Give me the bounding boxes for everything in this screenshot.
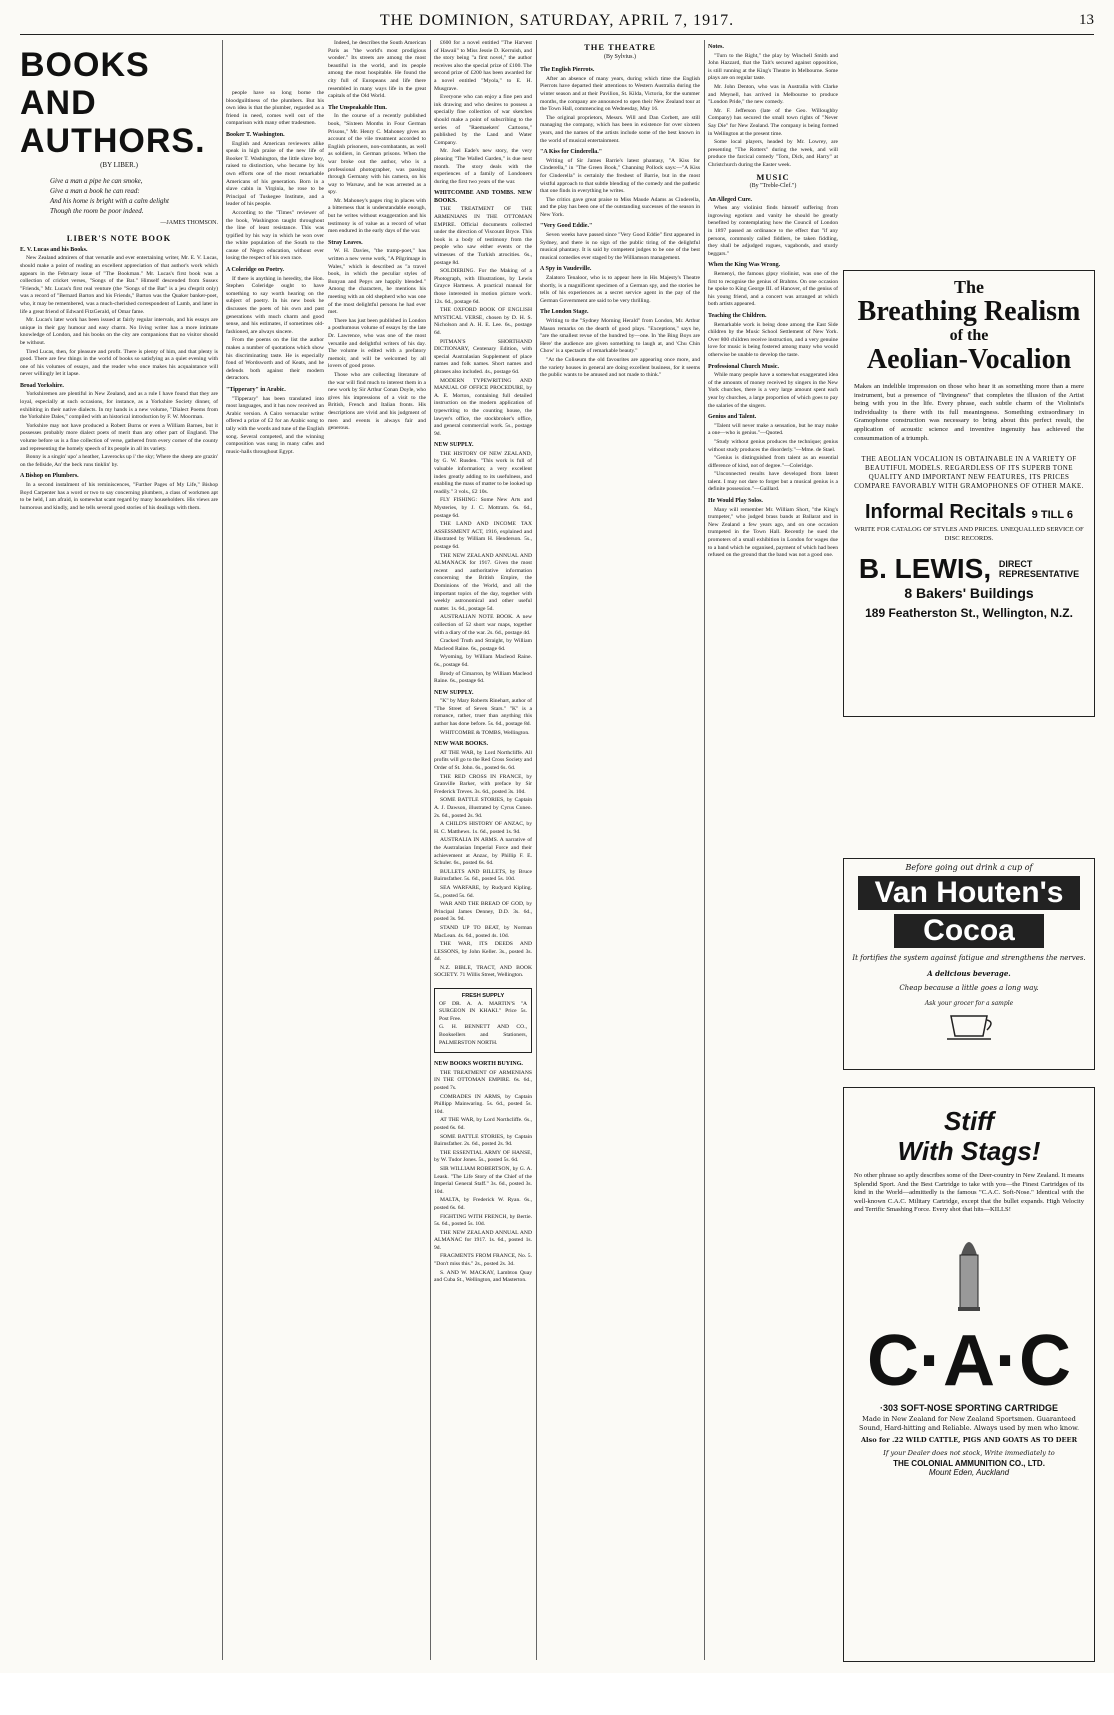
article-paragraph: In the course of a recently published book, "Sixteen Months in Four German Prisons," Mr. Henry C. Mahoney gives an account of the vile treatment accorded to English prisoners, non-combatants, as well as soldiers, in German prisons. When the war broke out the author, who is a professional photographer, was passing through Germany with his camera, on his way to Warsaw, and he was arrested as a spy. <box>328 113 426 196</box>
article-paragraph: A CHILD'S HISTORY OF ANZAC, by H. C. Matthews. 1s. 6d., posted 1s. 9d. <box>434 821 532 835</box>
article-paragraph: AUSTRALIAN NOTE BOOK. A new collection of 52 short war maps, together with a diary of the war. 2s. 6d., postage 4d. <box>434 614 532 636</box>
lewis-sub <box>999 559 1079 579</box>
article-paragraph: There has just been published in London a posthumous volume of essays by the late Dr. Lawrence, who was one of the most versatile and delightful writers of his day. The volume is edited with a prefatory memoir, and will be welcomed by all lovers of good prose. <box>328 317 426 370</box>
article-paragraph: MALTA, by Frederick W. Ryan. 6s., posted 6s. 6d. <box>434 1197 532 1211</box>
article-heading: The Unspeakable Hun. <box>328 104 387 111</box>
theatre-title: THE THEATRE <box>584 42 656 52</box>
article-paragraph: In a second instalment of his reminiscences, "Further Pages of My Life," Bishop Boyd Carpenter has a word or two to say concerning plumbers, a class of workmen apt to be held, I am afraid, in somewhat scant regard by many householders. His views are humorous and kindly, and he tells several good stories of his dealings with them. <box>20 482 218 511</box>
cac-foot-1: Made in New Zealand for New Zealand Sportsmen. Guaranteed Sound, Hard-hitting and Reliable. Always used by men who know. <box>858 1414 1080 1432</box>
article-paragraph: SOLDIERING. For the Making of a Photograph, with Illustrations, by Lewis Grayce Hartness. A practical manual for those interested in motion picture work. 12s. 6d., postage 6d. <box>434 268 532 305</box>
article-paragraph: "Study without genius produces the technique; genius without study produces the disorderly."—Mme. de Stael. <box>708 438 838 453</box>
article-paragraph: THE TREATMENT OF THE ARMENIANS IN THE OTTOMAN EMPIRE. Official documents collected under the direction of Viscount Bryce. This book is a body of testimony from the people who saw either events or the witnesses of the Turkish atrocities. 6s., postage 8d. <box>434 206 532 266</box>
article-heading: NEW SUPPLY. <box>434 442 474 449</box>
article-paragraph: Some local players, headed by Mr. Lowrey, are presenting "The Rotters" during the week, and will produce the farcical comedy "Tom, Dick, and Harry" at Christchurch during the Easter week. <box>708 139 838 168</box>
vocalion-head-the: The <box>953 277 984 297</box>
cartridge-icon <box>949 1225 989 1315</box>
vh-tag-1: It fortifies the system against fatigue and strengthens the nerves. <box>852 954 1086 962</box>
article-paragraph: THE LAND AND INCOME TAX ASSESSMENT ACT, 1916, explained and illustrated by William H. Henderson. 5s., postage 6d. <box>434 521 532 550</box>
article-paragraph: "Talent will never make a sensation, but he may make a one—who is genius."—Quoted. <box>708 422 838 437</box>
article-paragraph: Wyoming, by William Macleod Raine. 6s., postage 6d. <box>434 654 532 668</box>
cac-cartridge-ad <box>843 1087 1095 1662</box>
article-paragraph: Mr. Mahoney's pages ring in places with a bitterness that is understandable enough, but he writes without exaggeration and his testimony is of value as a record of what men endured in the early days of the war. <box>328 197 426 235</box>
article-paragraph: THE TREATMENT OF ARMENIANS IN THE OTTOMAN EMPIRE. 6s. 6d., posted 7s. <box>434 1069 532 1091</box>
article-paragraph: Tired Lucas, then, for pleasure and profit. There is plenty of him, and that plenty is good. There are few things in the world of books so satisfying as a quiet evening with one of his volumes of essays, and the reader who once makes his acquaintance will never willingly let it lapse. <box>20 348 218 378</box>
bennett-ad-title: FRESH SUPPLY <box>461 993 505 1000</box>
article-paragraph: Writing to the "Sydney Morning Herald" from London, Mr. Arthur Mason remarks on the dearth of good plays. "Exceptions," says he, "are the smallest revue of the hundred by—one. In 'the Bing Boys are Here' the audience are given something to laugh at, and 'Chu Chin Chow' is a spectacle of remarkable beauty." <box>540 318 700 355</box>
cac-stiff: Stiff <box>943 1106 995 1136</box>
article-paragraph: Writing of Sir James Barrie's latest phantasy, "A Kiss for Cinderella," in "The Green Book," Channing Pollock says:—"A Kiss for Cinderella" is certainly the freshest of Barrie, but in the most wistful approach to that subtle blending of the comedy and the pathetic that one finds in everything he writes. <box>540 157 700 195</box>
lewis-address-1: 8 Bakers' Buildings <box>904 585 1034 602</box>
music-body <box>708 197 838 560</box>
col3c-body <box>439 1001 527 1048</box>
vh-cocoa: Cocoa <box>894 914 1044 948</box>
article-heading: NEW BOOKS WORTH BUYING. <box>434 1061 523 1068</box>
article-paragraph: The original proprietors, Messrs. Will and Dan Corbett, are still managing the company, which has been in existence for over sixteen years, and the names of the artists include some of the best known in the world of musical entertainment. <box>540 114 700 144</box>
article-paragraph: AT THE WAR, by Lord Northcliffe. All profits will go to the Red Cross Society and Order of St. John. 6s., posted 6s. 6d. <box>434 749 532 772</box>
lewis-name <box>844 551 1094 583</box>
article-paragraph: STAND UP TO BEAT, by Norman MacLean. 4s. 6d., posted 4s. 10d. <box>434 924 532 939</box>
recital-label: Informal Recitals <box>864 501 1027 524</box>
article-paragraph: THE OXFORD BOOK OF ENGLISH MYSTICAL VERSE, chosen by D. H. S. Nicholson and A. H. E. Lee. 6s., postage 6d. <box>434 307 532 336</box>
article-paragraph: FRAGMENTS FROM FRANCE, No. 5. "Don't miss this." 2s., posted 2s. 3d. <box>434 1253 532 1268</box>
article-paragraph: Mr. John Denton, who was in Australia with Clarke and Meynell, has arrived in Melbourne to produce "London Pride," the new comedy. <box>708 83 838 106</box>
article-paragraph: BULLETS AND BILLETS, by Bruce Bairnsfather. 5s. 6d., posted 5s. 10d. <box>434 868 532 883</box>
cac-company: THE COLONIAL AMMUNITION CO., LTD. <box>893 1459 1045 1469</box>
books-column-2b <box>328 40 426 1665</box>
article-paragraph: After an absence of many years, during which time the English Pierrots have departed their attentions to Western Australia during the winter season and at their Pavilion, St. Kilda, Victoria, for the summer months, the company are announced to open their New Zealand tour at the Town Hall, commencing on Wednesday, May 16. <box>540 75 700 113</box>
article-paragraph: "At the Coliseum the old favourites are appearing once more, and the variety houses in general are doing excellent business, for it seems the public wants to be amused and not made to think." <box>540 356 700 379</box>
article-paragraph: From the poems on the list the author makes a number of quotations which show his discriminating taste. He is especially fond of Wordsworth and of Keats, and he defends both against their modern detractors. <box>226 337 324 382</box>
article-paragraph: English and American reviewers alike speak in high praise of the new life of Booker T. Washington, the little slave boy, raised to distinction, who became by his own efforts one of the most remarkable Americans of his generation. Born in a slave cabin in Virginia, he rose to be Principal of Tuskegee Institute, and a leader of his people. <box>226 140 324 208</box>
article-paragraph: While many people have a somewhat exaggerated idea of the amounts of money received by singers in the New York churches, there is a very large amount spent each year by churches, a large proportion of which goes to pay the salaries of the singers. <box>708 372 838 409</box>
article-paragraph: According to the "Times" reviewer of the book, Washington taught throughout the line of least resistance. This was typified by his way in which he won over the white population of the South to the cause of Negro education, without ever losing the respect of his own race. <box>226 209 324 262</box>
masthead <box>20 12 1094 35</box>
notes-body <box>708 53 838 170</box>
article-paragraph: "Turn to the Right," the play by Winchell Smith and John Hazzard, that the Tait's secured against opposition, is still running at the King's Theatre in Melbourne. Some plays are on regular taste. <box>708 52 838 82</box>
vh-tag-4: Ask your grocer for a sample <box>924 1000 1014 1007</box>
article-paragraph: THE ESSENTIAL ARMY OF HANSE, by W. Tudor Jones. 5s., posted 5s. 6d. <box>434 1149 532 1164</box>
col3-body <box>434 40 532 737</box>
lewis-sub1: DIRECT <box>998 558 1033 569</box>
article-paragraph: FIGHTING WITH FRENCH, by Bertie. 5s. 6d., posted 5s. 10d. <box>434 1213 532 1228</box>
article-paragraph: Mr. Joel Eade's new story, the very pleasing "The Walled Garden," is due next month. The story deals with the experiences of a family of Londoners during the first two years of the war. <box>434 148 532 185</box>
col1-body <box>20 247 218 513</box>
article-heading: A Spy in Vaudeville. <box>540 266 592 273</box>
article-paragraph: Yorkshiremen are plentiful in New Zealand, and as a rule I have found that they are loyal, especially at such occasions, for instance, as a Yorkshire Society dinner, of exhibiting in their native dialects. In my hands is a new volume, "Dialect Poems from the Yorkshire Dales," compiled with an historical introduction by F. W. Moorman. <box>20 391 218 421</box>
article-heading: Booker T. Washington. <box>226 131 285 138</box>
col2-body <box>226 90 324 456</box>
article-heading: Teaching the Children. <box>708 313 767 319</box>
notebook-title: LIBER'S NOTE BOOK <box>66 233 172 244</box>
column-rule <box>430 40 431 1660</box>
article-paragraph: PITMAN'S SHORTHAND DICTIONARY, Centenary Edition, with special Australasian Supplement of place names and folk names. Short names and phrases also included. 4s., postage 6d. <box>434 338 532 375</box>
article-paragraph: Cracked Truth and Straight, by William Macleod Raine. 6s., postage 6d. <box>434 638 532 652</box>
vocalion-caps: THE AEOLIAN VOCALION IS OBTAINABLE IN A VARIETY OF BEAUTIFUL MODELS. REGARDLESS OF ITS SUPERB TONE QUALITY AND IMPORTANT NEW FEATURES, ITS PRICES COMPARE FAVORABLY WITH GRAMOPHONES OF OTHER MAKE. <box>854 455 1084 491</box>
cac-address: Mount Eden, Auckland <box>928 1468 1010 1478</box>
article-paragraph: New Zealand admirers of that versatile and ever entertaining writer, Mr. E. V. Lucas, should make a point of reading an excellent appreciation of that author's work which appears in the February issue of "The Bookman." Mr. Lucas's first book was a collection of cricket verses, "Songs of the Bat." Himself descended from Sussex "Friends," Mr. Lucas's first real venture (the "Songs of the Bat" is a jeu d'esprit only) was a record of "Bernard Barton and his Friends," Barton was the Quaker banker-poet, who, it may be remembered, was a much-cherished correspondent of Lamb, and later in life a great friend of Edward FitzGerald, of Omar fame. <box>20 255 218 315</box>
recital-hours: 9 TILL 6 <box>1031 509 1074 522</box>
article-heading: Stray Leaves. <box>328 239 363 246</box>
vocalion-headline: Breathing Realism <box>857 296 1081 327</box>
vocalion-catalog: WRITE FOR CATALOG OF STYLES AND PRICES. UNEQUALLED SERVICE OF DISC RECORDS. <box>854 526 1084 542</box>
article-paragraph: THE NEW ZEALAND ANNUAL AND ALMANAC for 1917. 1s. 6d., posted 1s. 9d. <box>434 1229 532 1251</box>
poem-line: Though the room be poor indeed. <box>50 206 144 215</box>
vocalion-recitals <box>844 501 1094 524</box>
cac-body: No other phrase so aptly describes some of the Deer-country in New Zealand. It means Splendid Sport. And the Best Cartridge to take with you—the Finest Cartridges of its kind in the World—admittedly is the famous "C.A.C. Soft-Nose." Identical with the well-known C.A.C. Military Cartridge, except that the bullet expands. High Velocity and Terrific Smashing Force. Every shot that hits—KILLS! <box>854 1172 1084 1214</box>
vh-tag-3: Cheap because a little goes a long way. <box>899 984 1039 992</box>
article-paragraph: W. H. Davies, "the tramp-poet," has written a new verse work, "A Pilgrimage in Wales," which is described as "a travel book, in which the peculiar styles of Bunyan and Pepys are happily blended." Among the characters, he mentions his meeting with an old shepherd who was one of the most delightful persons he had ever met. <box>328 248 426 316</box>
article-paragraph: THE NEW ZEALAND ANNUAL AND ALMANACK for 1917. Given the most recent and authoritative information concerning the British Empire, the Dominions of the World, and all the important topics of the day, together with weekly astronomical and other useful matter. 1s. 6d., postage 5d. <box>434 552 532 612</box>
books-column-1 <box>20 40 218 1665</box>
article-paragraph: SIR WILLIAM ROBERTSON, by G. A. Leask. "The Life Story of the Chief of the Imperial General Staff." 3s. 6d., posted 3s. 10d. <box>434 1165 532 1195</box>
article-heading: When the King Was Wrong. <box>708 262 781 269</box>
col2b-body <box>328 40 426 433</box>
article-paragraph: £600 for a novel entitled "The Harvest of Hawaii" to Miss Jessie D. Kerruish, and the story being "a first novel," the author receives also the special prize of £100. The second prize of £200 has been awarded for a novel entitled "Myola," to E. H. Musgrave. <box>434 40 532 92</box>
article-paragraph: S. AND W. MACKAY, Lambton Quay and Cuba St., Wellington, and Masterton. <box>434 1269 532 1284</box>
article-paragraph: WHITCOMBE & TOMBS, Wellington. <box>440 729 530 736</box>
article-paragraph: Zalatoro Tenaloor, who is to appear here in His Majesty's Theatre shortly, is a magnificent specimen of a German spy, and the stories he tells of his experiences as a secret service agent in the pay of the German Government are said to be very thrilling. <box>540 275 700 304</box>
article-paragraph: Mr. Lucas's later work has been issued at fairly regular intervals, and his essays are unique in their gay humour and easy charm. No living writer has a more intimate knowledge of London, and his books on the city are companions that no visitor should be without. <box>20 317 218 346</box>
article-paragraph: Those who are collecting literature of the war will find much to interest them in a new work by Sir Arthur Conan Doyle, who gives his impressions of a visit to the British, French and Italian fronts. His descriptions are vivid and his judgment of men and events is always fair and generous. <box>328 371 426 432</box>
vocalion-brand: Aeolian-Vocalion <box>866 344 1072 375</box>
article-paragraph: AT THE WAR, by Lord Northcliffe. 6s., posted 6s. 6d. <box>434 1117 532 1131</box>
article-paragraph: people have so long borne the bloodguiltiness of the plumbers. But his own idea is that the plumber, regarded as a friend in need, comes well out of the comparison with many other tradesmen. <box>226 90 324 127</box>
article-paragraph: G. H. BENNETT AND CO., Booksellers and Stationers, PALMERSTON NORTH. <box>439 1024 527 1046</box>
cac-with-stags: With Stags! <box>897 1136 1041 1166</box>
poem-line: Give a man a book he can read: <box>50 186 140 195</box>
article-heading: E. V. Lucas and his Books. <box>20 246 88 253</box>
aeolian-vocalion-ad <box>843 270 1095 717</box>
article-paragraph: Everyone who can enjoy a fine pen and ink drawing and who desires to possess a specially fine collection of war sketches should make a point of subscribing to the series of "Raemaekers' Cartoons," published by the Land and Water Company. <box>434 94 532 146</box>
cup-icon <box>939 1012 999 1042</box>
books-title: BOOKS AND AUTHORS. <box>20 46 206 160</box>
article-paragraph: Remenyi, the famous gipsy violinist, was one of the first to recognise the genius of Brahms. On one occasion he spoke to King George III. of Hanover, of the genius of his young friend, and a concert was arranged at which both artists appeared. <box>708 271 838 308</box>
article-paragraph: N.Z. BIBLE, TRACT, AND BOOK SOCIETY. 71 Willis Street, Wellington. <box>434 964 532 979</box>
col3d-body <box>434 1061 532 1285</box>
article-paragraph: The critics gave great praise to Miss Maude Adams as Cinderella, and the play has been one of the outstanding successes of the season in New York. <box>540 196 700 218</box>
notes-music-column <box>708 40 838 1665</box>
article-heading: Broad Yorkshire. <box>20 382 64 389</box>
bennett-ad <box>434 988 532 1053</box>
books-byline: (BY LIBER.) <box>100 161 138 169</box>
article-heading: WHITCOMBE AND TOMBS. NEW BOOKS. <box>434 190 532 204</box>
theatre-byline: (By Sylvius.) <box>603 53 636 60</box>
article-heading: NEW SUPPLY. <box>434 689 474 696</box>
cac-logo: C·A·C <box>867 1320 1071 1401</box>
article-paragraph: MODERN TYPEWRITING AND MANUAL OF OFFICE PROCEDURE, by A. E. Morton, containing full detailed instruction on the modern application of typewriting to the counting house, the lawyer's office, the stockbroker's office, and general commercial work. 5s., postage 9d. <box>434 377 532 437</box>
article-heading: NEW WAR BOOKS. <box>434 741 488 748</box>
books-column-3 <box>434 40 532 1665</box>
article-heading: "A Kiss for Cinderella." <box>540 149 603 156</box>
notes-title: Notes. <box>708 44 724 50</box>
article-paragraph: THE HISTORY OF NEW ZEALAND, by G. W. Rusden. "This work is full of valuable information; a very excellent index greatly adding to its usefulness, and enabling the mass of matter to be looked up readily." 3 vols., £2 10s. <box>434 450 532 495</box>
books-column-2 <box>226 90 324 1715</box>
article-paragraph: Brody of Cimarron, by William Macleod Raine. 6s., postage 6d. <box>434 670 532 685</box>
article-heading: The London Stage. <box>540 309 589 316</box>
page-number: 13 <box>1079 12 1094 28</box>
article-paragraph: Indeed, he describes the South American Paris as "the world's most prodigious wonder." Its streets are among the most beautiful in the world, and its people among the most hospitable. He found the city full of Europeans and life there resembled in many ways life in the great capitals of the Old World. <box>328 40 426 100</box>
article-paragraph: THE WAR, ITS DEEDS AND LESSONS, by John Keller. 3s., posted 3s. 4d. <box>434 941 532 963</box>
column-rule <box>222 40 223 1660</box>
epigraph-poem <box>50 176 218 216</box>
article-paragraph: "Unconnected results have developed from latent talent. I may not dare to forget but a musical genius is a definite possession."—Gaillard. <box>708 471 838 493</box>
vh-name: Van Houten's <box>858 876 1080 910</box>
article-heading: He Would Play Solos. <box>708 498 763 505</box>
article-heading: "Tipperary" in Arabic. <box>226 386 286 393</box>
article-paragraph: When any violinist finds himself suffering from ingrowing egotism and vanity he should be greatly benefited by contemplating how the Council of London in 1897 passed an ordinance to the effect that "if any persons, commonly called fiddlers, be taken fiddling, they shall be adjudged rogues, vagabonds, and sturdy beggars." <box>708 205 838 257</box>
article-paragraph: SOME BATTLE STORIES, by Captain A. J. Dawson, illustrated by Cyrus Cuneo. 2s. 6d., posted 2s. 9d. <box>434 797 532 819</box>
column-rule <box>704 40 705 1660</box>
poem-line: And his home is bright with a calm delight <box>50 196 169 205</box>
article-paragraph: Bonny is a singin' upo' a heather, Laverocks up i' the sky; Where the sheep are grazin' on the fellside, An' the beck runs tinklin' by. <box>20 454 218 468</box>
article-heading: A Coleridge on Poetry. <box>226 267 284 274</box>
vh-tag-2: A delicious beverage. <box>927 969 1011 978</box>
article-heading: An Alleged Cure. <box>708 196 753 203</box>
article-paragraph: Remarkable work is being done among the East Side children by the Music School Settlement of New York. Over 800 children receive instruction, and a very genuine love for music is being fostered among many who would otherwise be unable to develop the taste. <box>708 321 838 358</box>
lewis-address-2: 189 Featherston St., Wellington, N.Z. <box>865 606 1073 621</box>
article-heading: "Very Good Eddie." <box>540 223 593 230</box>
article-paragraph: "K" by Mary Roberts Rinehart, author of "The Street of Seven Stars." "K" is a romance, rather, truer than anything this author has done before. 5s. 6d., postage 8d. <box>434 698 532 728</box>
article-paragraph: "Genius is distinguished from talent as an essential difference of kind, not of degree."—Coleridge. <box>708 455 838 469</box>
article-heading: A Bishop on Plumbers. <box>20 473 79 480</box>
music-title: MUSIC <box>756 171 790 182</box>
lewis-label: B. LEWIS, <box>858 552 992 584</box>
article-paragraph: SOME BATTLE STORIES, by Captain Bairnsfather. 2s. 6d., posted 2s. 9d. <box>434 1133 532 1148</box>
theatre-body <box>540 67 700 380</box>
article-paragraph: Many will remember Mr. William Short, "the King's trumpeter," who judged brass bands at Ballarat and in New Zealand a few years ago, and on one occasion trumpeted in the Town Hall. Recently he sued the promoters of a small exhibition in London for wages due to a band which he organised, payment of which had been refused on the ground that the band was not a good one. <box>708 506 838 559</box>
van-houtens-cocoa-ad <box>843 858 1095 1070</box>
theatre-column <box>540 40 700 1665</box>
music-byline: (By "Treble-Clef.") <box>749 183 797 190</box>
vh-pre: Before going out drink a cup of <box>905 863 1033 872</box>
article-paragraph: THE RED CROSS IN FRANCE, by Granville Barker, with preface by Sir Frederick Treves. 3s. 6d., posted 3s. 10d. <box>434 773 532 795</box>
col3b-body <box>434 741 532 980</box>
article-heading: The English Pierrots. <box>540 67 595 74</box>
article-paragraph: SEA WARFARE, by Rudyard Kipling. 5s., posted 5s. 6d. <box>434 884 532 899</box>
lewis-sub2: REPRESENTATIVE <box>998 568 1080 579</box>
vocalion-body: Makes an indelible impression on those who hear it as something more than a mere instrument, but a presence of "livingness" that completes the illusion of the Artist being with you in the life. Every phrase, each subtle charm of the Violinist's individuality is there with its full meaningness. Something extraordinary in Gramophone construction was necessary to bring about this perfect result, the application of acoustic science and inventive ingenuity has achieved the consummation of a triumph. <box>854 383 1084 442</box>
cac-cartridge: ·303 SOFT-NOSE SPORTING CARTRIDGE <box>879 1402 1059 1413</box>
article-paragraph: OF DR. A. A. MARTIN'S "A SURGEON IN KHAKI." Price 5s. Post Free. <box>439 1000 527 1022</box>
column-rule <box>536 40 537 1660</box>
poem-line: Give a man a pipe he can smoke, <box>50 176 143 185</box>
article-paragraph: "Tipperary" has been translated into most languages, and it has now received an Arabic version. A Cairo vernacular writer offered a prize of £2 for an Arabic song to tally with the words and tune of the English song. Several competed, and the winning composition was sung in many cafes and music-halls throughout Egypt. <box>226 395 324 455</box>
article-paragraph: COMRADES IN ARMS, by Captain Phillipp Mainwaring. 5s. 6d., posted 5s. 10d. <box>434 1093 532 1115</box>
cac-foot-2: Also for .22 WILD CATTLE, PIGS AND GOATS AS TO DEER <box>860 1436 1078 1445</box>
masthead-title: THE DOMINION, SATURDAY, APRIL 7, 1917. <box>379 12 735 29</box>
article-paragraph: FLY FISHING: Some New Arts and Mysteries, by J. C. Mottram. 6s. 6d., postage 6d. <box>434 497 532 519</box>
article-paragraph: WAR AND THE BREAD OF GOD, by Principal James Denney, D.D. 3s. 6d., posted 3s. 9d. <box>434 901 532 923</box>
article-paragraph: If there is anything in heredity, the Hon. Stephen Coleridge ought to have something to say worth hearing on the subject of poetry. In his new book he discusses the poets of his own and past generations with much charm and good sense, and his estimates, if sometimes old-fashioned, are always sincere. <box>226 275 324 335</box>
article-heading: Professional Church Music. <box>708 363 779 370</box>
article-paragraph: Yorkshire may not have produced a Robert Burns or even a William Barnes, but it possesses probably more dialect poets of merit than any other part of England. The volume before us is a fine collection of verse, gathered from every corner of the county and representing the homely speech of its people in all its variety. <box>20 422 218 452</box>
poem-author: —JAMES THOMSON. <box>160 219 218 226</box>
vocalion-head-of: of the <box>949 327 989 344</box>
article-heading: Genius and Talent. <box>708 414 757 421</box>
cac-foot-3: If your Dealer does not stock, Write immediately to <box>883 1448 1055 1457</box>
article-paragraph: Mr. F. Jefferson (late of the Geo. Willoughby Company) has secured the small town rights of "Never Say Die" for New Zealand. The company is being formed in Wellington at the present time. <box>708 107 838 137</box>
article-paragraph: Seven weeks have passed since "Very Good Eddie" first appeared in Sydney, and there is no sign of the public tiring of the delightful musical phantasy. It is said by competent judges to be one of the best musical comedies ever staged by the Williamson management. <box>540 232 700 261</box>
article-paragraph: AUSTRALIA IN ARMS. A narrative of the Australasian Imperial Force and their achievement at Anzac, by Phillip F. E. Schuler. 6s., posted 6s. 6d. <box>434 837 532 867</box>
